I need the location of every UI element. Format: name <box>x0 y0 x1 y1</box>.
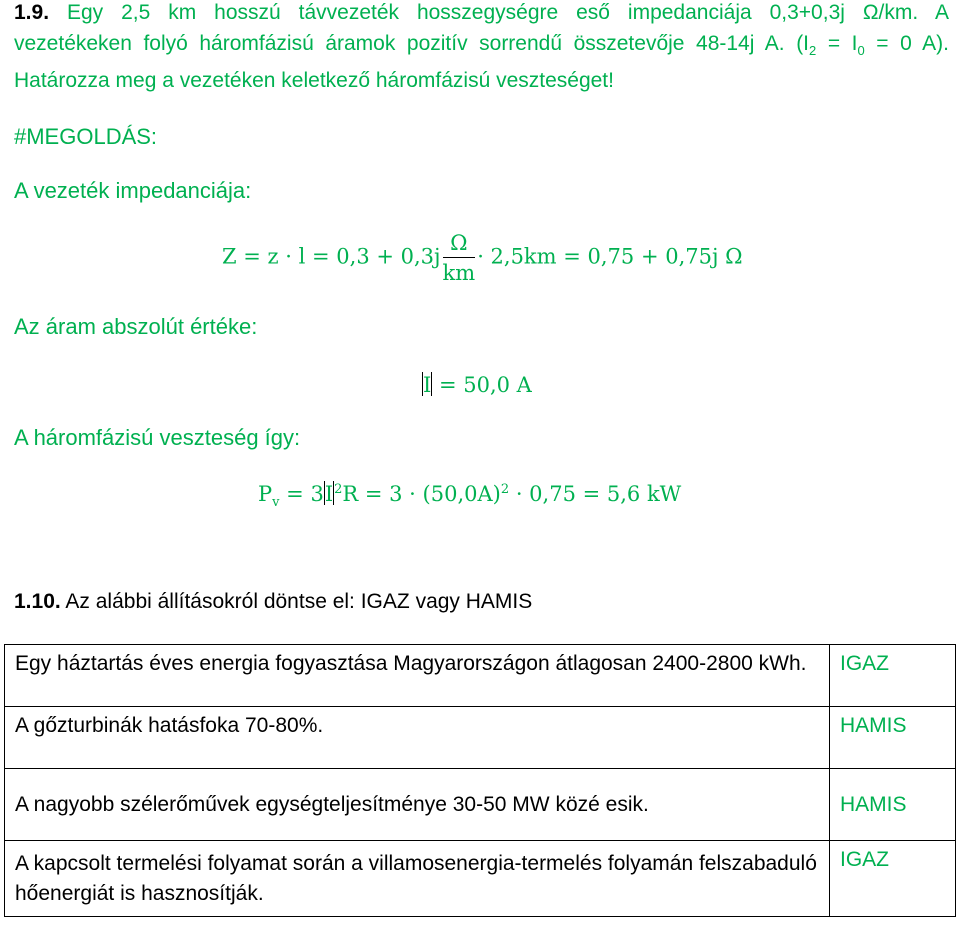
eq3-mid2: R = 3 · (50,0A) <box>342 482 501 506</box>
equation-current <box>422 372 532 397</box>
statement-cell: A gőzturbinák hatásfoka 70-80%. <box>5 707 830 769</box>
eq3-mid1: = 3 <box>279 482 324 506</box>
statement-cell: Egy háztartás éves energia fogyasztása Magyarországon átlagosan 2400-2800 kWh. <box>5 645 830 707</box>
eq1-frac-den: km <box>442 261 476 285</box>
table-row <box>5 645 956 707</box>
answer-cell: HAMIS <box>830 769 956 841</box>
eq3-i: I <box>324 482 334 506</box>
problem-1-9-text-2c: = 0 A). <box>864 32 950 55</box>
problem-1-9-line-2 <box>14 29 949 65</box>
problem-1-9-text-2a: vezetékeken folyó háromfázisú áramok pozitív sorrendű összetevője 48-14j A. (I <box>14 32 810 55</box>
eq1-fraction <box>443 231 476 285</box>
equation-impedance <box>222 231 743 285</box>
true-false-table <box>4 644 956 917</box>
impedance-label: A vezeték impedanciája: <box>14 178 252 203</box>
eq3-end: · 0,75 = 5,6 kW <box>509 482 682 506</box>
table-row <box>5 841 956 917</box>
solution-heading: #MEGOLDÁS: <box>14 124 158 149</box>
problem-1-9-line-3: Határozza meg a vezetéken keletkező háromfázisú veszteséget! <box>14 69 614 92</box>
statement-cell: A kapcsolt termelési folyamat során a villamosenergia-termelés folyamán felszabaduló hőenergiát is hasznosítják. <box>5 841 830 917</box>
loss-label: A háromfázisú veszteség így: <box>14 425 301 450</box>
equation-loss <box>258 481 681 510</box>
current-label: Az áram abszolút értéke: <box>14 314 258 339</box>
eq2-rest: = 50,0 A <box>432 373 532 397</box>
eq3-p: P <box>258 482 273 506</box>
subscript-2: 2 <box>809 43 817 59</box>
subscript-0: 0 <box>857 43 865 59</box>
eq2-symbol: I <box>423 373 432 397</box>
table-row <box>5 769 956 841</box>
problem-1-9-text-2b: = I <box>816 32 858 55</box>
answer-cell: HAMIS <box>830 707 956 769</box>
problem-1-10-number: 1.10. <box>14 590 61 613</box>
problem-1-9-text-1: Egy 2,5 km hosszú távvezeték hosszegységre eső impedanciája 0,3+0,3j Ω/km. A <box>66 1 949 24</box>
answer-cell: IGAZ <box>830 645 956 707</box>
eq1-frac-num: Ω <box>443 231 476 258</box>
statement-cell: A nagyobb szélerőművek egységteljesítménye 30-50 MW közé esik. <box>5 769 830 841</box>
table-row <box>5 707 956 769</box>
eq3-sup1: 2 <box>334 482 343 497</box>
eq3-p-sub: v <box>272 495 280 511</box>
problem-1-9-line-1 <box>14 0 949 27</box>
problem-1-9-number: 1.9. <box>14 1 50 24</box>
problem-1-10-heading <box>14 590 532 614</box>
answer-cell: IGAZ <box>830 841 956 917</box>
problem-1-10-text: Az alábbi állításokról döntse el: IGAZ vagy HAMIS <box>60 590 533 613</box>
eq1-left: Z = z · l = 0,3 + 0,3j <box>222 244 441 269</box>
eq1-right: · 2,5km = 0,75 + 0,75j Ω <box>477 244 743 269</box>
eq3-sup2: 2 <box>500 482 510 497</box>
